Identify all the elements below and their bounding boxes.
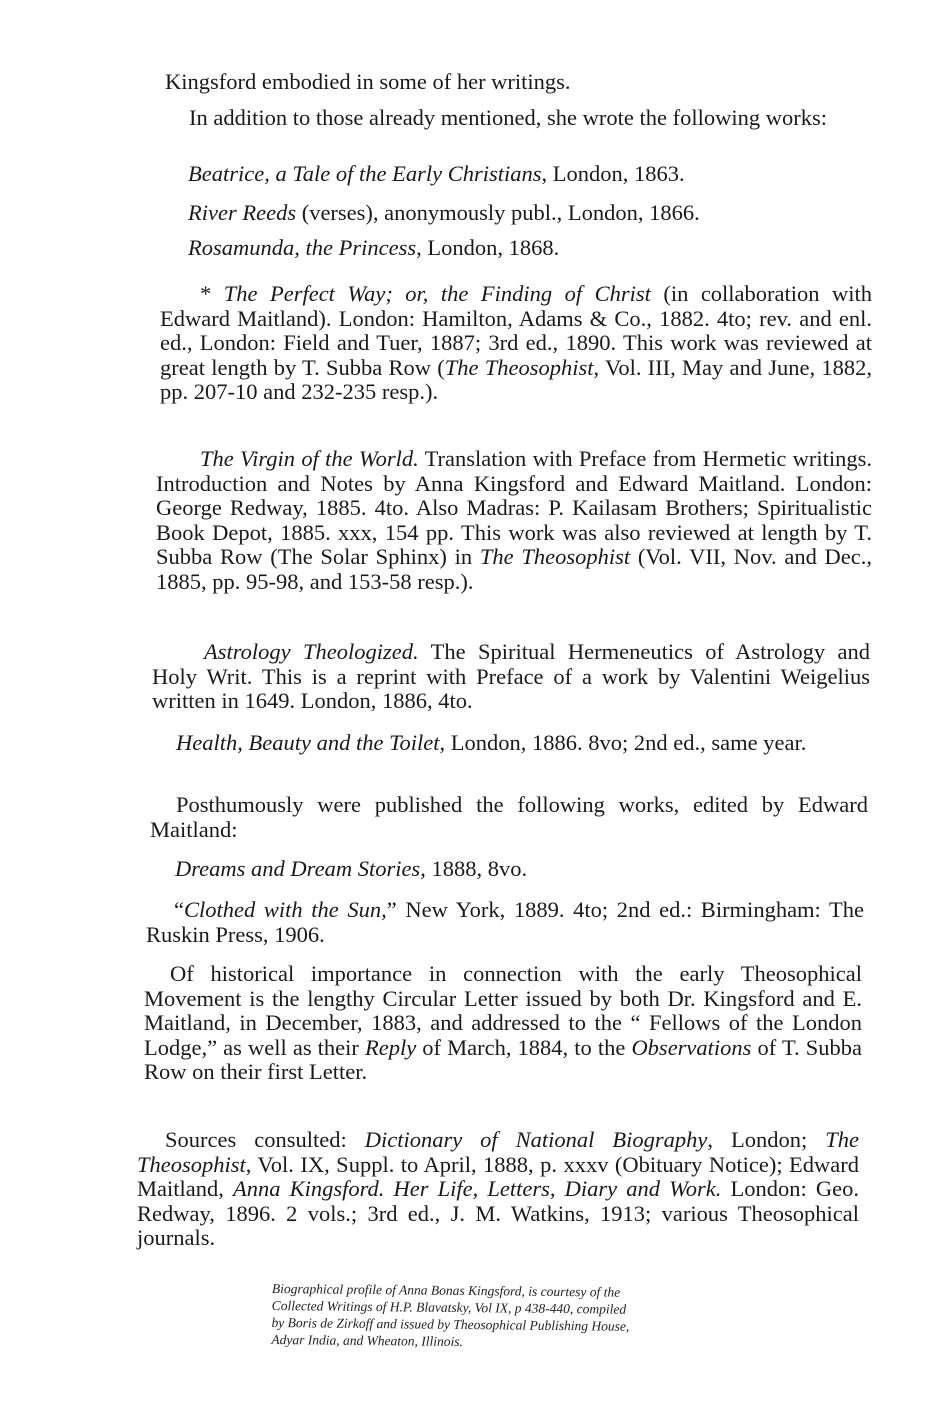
work-entry-health-beauty: Health, Beauty and the Toilet, London, 1886. 8vo; 2nd ed., same year. — [176, 730, 807, 755]
work-title: River Reeds — [188, 200, 297, 225]
work-entry-river-reeds: River Reeds (verses), anonymously publ., London, 1866. — [188, 200, 700, 225]
work-title: Astrology Theologized. — [204, 639, 419, 664]
paragraph-addition: In addition to those already mentioned, she wrote the following works: — [189, 105, 827, 130]
work-title: The Virgin of the World. — [200, 446, 419, 471]
work-title: Rosamunda, the Princess — [188, 235, 417, 260]
work-entry-dreams: Dreams and Dream Stories, 1888, 8vo. — [175, 856, 528, 881]
footnote-line: by Boris de Zirkoff and issued by Theosophical Publishing House, — [271, 1314, 630, 1334]
attribution-footnote — [271, 1280, 742, 1353]
work-entry-astrology-theologized: Astrology Theologized. The Spiritual Hermeneutics of Astrology and Holy Writ. This is a reprint with Preface of a work by Valentini Weigelius written in 1649. London, 1886, 4to. — [152, 639, 870, 713]
work-title: Health, Beauty and the Toilet — [176, 730, 440, 755]
paragraph-sources: Sources consulted: Dictionary of National Biography, London; The Theosophist, Vol. IX, Suppl. to April, 1888, p. xxxv (Obituary Notice); Edward Maitland, Anna Kingsford. Her Life, Letters, Diary and Work. London: Geo. Redway, 1896. 2 vols.; 3rd ed., J. M. Watkins, 1913; various Theosophical journals. — [137, 1127, 860, 1250]
work-entry-virgin-of-the-world: The Virgin of the World. Translation with Preface from Hermetic writings. Introduction and Notes by Anna Kingsford and Edward Maitland. London: George Redway, 1885. 4to. Also Madras: P. Kailasam Brothers; Spiritualistic Book Depot, 1885. xxx, 154 pp. This work was also reviewed at length by T. Subba Row (The Solar Sphinx) in The Theosophist (Vol. VII, Nov. and Dec., 1885, pp. 95-98, and 153-58 resp.). — [156, 446, 873, 594]
work-title-secondary: The Theosophist — [479, 544, 631, 569]
work-entry-perfect-way: * The Perfect Way; or, the Finding of Christ (in collaboration with Edward Maitland). London: Hamilton, Adams & Co., 1882. 4to; rev. and enl. ed., London: Field and Tuer, 1887; 3rd ed., 1890. This work was reviewed at great length by T. Subba Row (The Theosophist, Vol. III, May and June, 1882, pp. 207-10 and 232-235 resp.). — [160, 281, 873, 404]
paragraph-posthumous: Posthumously were published the following works, edited by Edward Maitland: — [150, 792, 868, 842]
work-title: Dreams and Dream Stories — [175, 856, 421, 881]
footnote-line: Biographical profile of Anna Bonas Kingsford, is courtesy of the — [271, 1281, 621, 1300]
paragraph-intro-end: Kingsford embodied in some of her writings. — [165, 69, 571, 94]
work-entry-rosamunda: Rosamunda, the Princess, London, 1868. — [188, 235, 560, 260]
work-title: Beatrice, a Tale of the Early Christians — [188, 161, 542, 186]
work-title-secondary: The Theosophist — [444, 354, 594, 380]
footnote-line: Collected Writings of H.P. Blavatsky, Vol IX, p 438-440, compiled — [271, 1297, 627, 1317]
work-entry-clothed-with-the-sun: “Clothed with the Sun,” New York, 1889. 4to; 2nd ed.: Birmingham: The Ruskin Press, 1906. — [146, 897, 864, 947]
paragraph-historical: Of historical importance in connection with the early Theosophical Movement is the lengthy Circular Letter issued by both Dr. Kingsford and E. Maitland, in December, 1883, and addressed to the “ Fellows of the London Lodge,” as well as their Reply of March, 1884, to the Observations of T. Subba Row on their first Letter. — [144, 961, 862, 1084]
work-entry-beatrice: Beatrice, a Tale of the Early Christians, London, 1863. — [188, 161, 685, 186]
footnote-line: Adyar India, and Wheaton, Illinois. — [271, 1331, 464, 1350]
work-title: Clothed with the Sun, — [184, 897, 387, 922]
work-title: The Perfect Way; or, the Finding of Christ — [223, 281, 651, 306]
